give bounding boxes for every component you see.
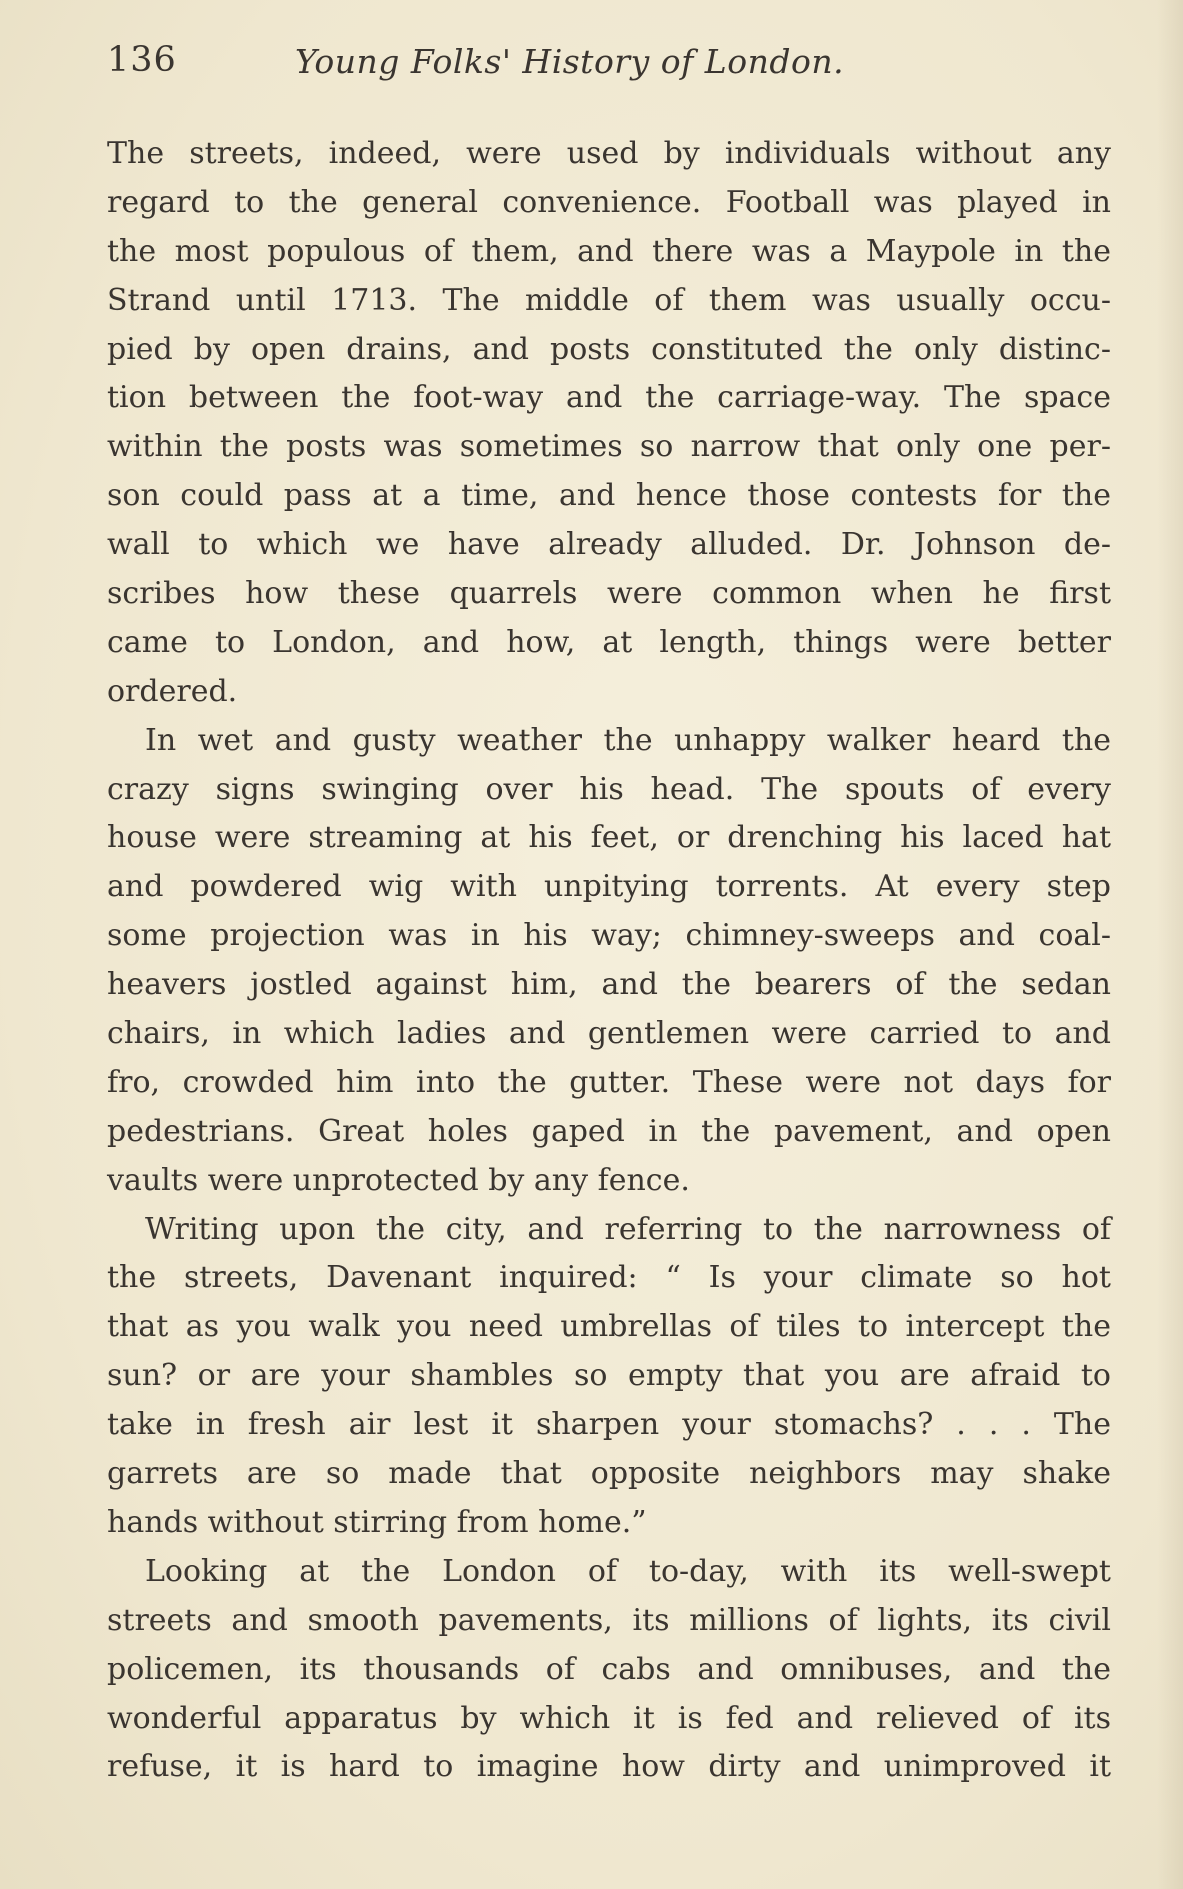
text-line: garrets are so made that opposite neighbors may shake [107, 1456, 1111, 1492]
text-line: Strand until 1713. The middle of them was usually occu- [107, 282, 1111, 318]
page-header [107, 40, 1107, 100]
text-line: In wet and gusty weather the unhappy walker heard the [145, 722, 1111, 758]
text-line: pedestrians. Great holes gaped in the pavement, and open [107, 1113, 1111, 1149]
text-line: crazy signs swinging over his head. The spouts of every [107, 771, 1111, 807]
text-line: The streets, indeed, were used by individuals without any [107, 136, 1111, 171]
text-line: ordered. [107, 673, 238, 709]
paragraph [107, 1548, 1111, 1792]
paragraph [107, 1206, 1111, 1548]
text-line: refuse, it is hard to imagine how dirty and unimproved it [107, 1749, 1111, 1785]
text-line: wall to which we have already alluded. Dr. Johnson de- [107, 527, 1111, 563]
running-title: Young Folks' History of London. [295, 42, 845, 81]
text-line: the most populous of them, and there was a Maypole in the [107, 233, 1111, 269]
text-line: heavers jostled against him, and the bearers of the sedan [107, 967, 1111, 1003]
text-line: that as you walk you need umbrellas of tiles to intercept the [107, 1309, 1111, 1345]
page-number: 136 [107, 40, 177, 80]
text-body [107, 130, 1111, 1792]
text-line: fro, crowded him into the gutter. These were not days for [107, 1064, 1111, 1100]
paragraph [107, 130, 1111, 717]
text-line: and powdered wig with unpitying torrents. At every step [107, 869, 1111, 905]
text-line: Looking at the London of to-day, with its well-swept [145, 1553, 1111, 1589]
text-line: pied by open drains, and posts constituted the only distinc- [107, 331, 1111, 367]
paragraph [107, 717, 1111, 1206]
text-line: streets and smooth pavements, its millions of lights, its civil [107, 1602, 1111, 1638]
text-line: tion between the foot-way and the carriage-way. The space [107, 380, 1111, 416]
text-line: sun? or are your shambles so empty that you are afraid to [107, 1358, 1111, 1394]
text-line: son could pass at a time, and hence those contests for the [107, 478, 1111, 514]
text-line: came to London, and how, at length, things were better [107, 624, 1111, 660]
text-line: Writing upon the city, and referring to the narrowness of [145, 1211, 1111, 1247]
text-line: some projection was in his way; chimney-sweeps and coal- [107, 918, 1111, 954]
text-line: within the posts was sometimes so narrow that only one per- [107, 429, 1111, 465]
text-line: regard to the general convenience. Football was played in [107, 184, 1111, 220]
text-line: take in fresh air lest it sharpen your stomachs? . . . The [107, 1407, 1111, 1443]
text-line: wonderful apparatus by which it is fed and relieved of its [107, 1700, 1111, 1736]
text-line: the streets, Davenant inquired: “ Is your climate so hot [107, 1260, 1111, 1296]
text-line: scribes how these quarrels were common when he first [107, 576, 1111, 612]
text-line: vaults were unprotected by any fence. [107, 1162, 690, 1198]
text-line: policemen, its thousands of cabs and omnibuses, and the [107, 1651, 1111, 1687]
text-line: chairs, in which ladies and gentlemen were carried to and [107, 1016, 1111, 1052]
text-line: hands without stirring from home.” [107, 1504, 647, 1540]
text-line: house were streaming at his feet, or drenching his laced hat [107, 820, 1111, 856]
